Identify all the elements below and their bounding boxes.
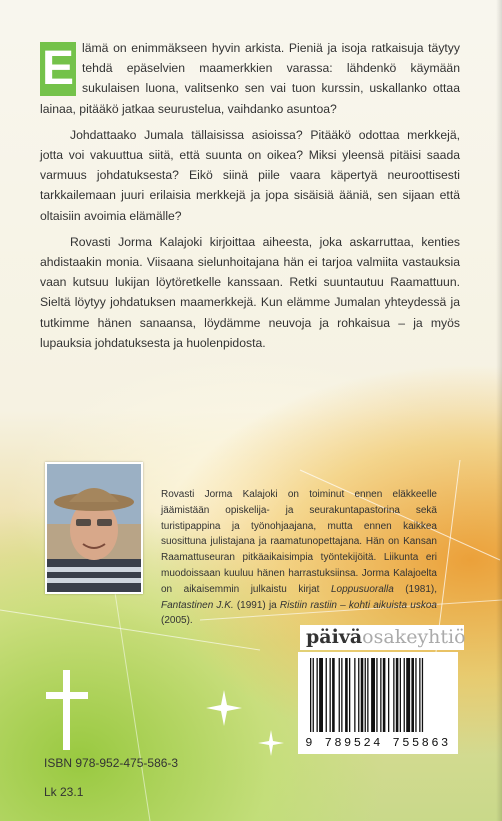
book-title: Fantastinen J.K.: [161, 599, 234, 611]
isbn-text: ISBN 978-952-475-586-3: [44, 756, 179, 770]
book-title: Ristiin rastiin – kohti aikuista uskoa: [279, 599, 437, 611]
barcode-bars: [298, 652, 458, 736]
star-sparkle-icon: [206, 690, 242, 726]
small-sparkle-icon: [258, 730, 284, 756]
paragraph-1: E lämä on enimmäkseen hyvin arkista. Pieniä ja isoja ratkaisuja täytyy tehdä epäselvien maamerkkien varassa: lähdenkö käymään sukulaisen luona, valitsenko sen vai tuon kurssin, uskallanko ottaa lainaa, pitääkö jatkaa seurustelua, vaihdanko asuntoa?: [40, 41, 460, 116]
barcode: [298, 652, 458, 754]
paragraph-3: Rovasti Jorma Kalajoki kirjoittaa aiheesta, joka askarruttaa, kenties ahdistaakin monia. Viisaana sielunhoitajana hän ei tarjoa valmiita vastauksia vaan kutsuu lukijan löytöretkelle kanssaan. Retki suuntautuu Raamattuun. Sieltä löytyy johdatuksen maamerkkejä. Kun elämme Jumalan yhteydessä ja tutkimme hänen sanaansa, löydämme neuvoja ja rohkaisua – ja myös lupauksia johdatuksesta ja huolenpidosta.: [40, 234, 460, 350]
paragraph-2: Johdattaako Jumala tällaisissa asioissa? Pitääkö odottaa merkkejä, jotta voi vakuuttua siitä, että suunta on oikea? Miksi yleensä pitäisi saada varmuus johdatuksesta? Eikö siinä piile vaara käpertyä neuroottisesti tarkkailemaan juuri erilaisia merkkejä ja jopa sisäisiä ääniä, sen sijaan että oltaisiin avoimia elämälle?: [40, 127, 460, 223]
spine-shadow: [496, 0, 502, 821]
drop-cap: E: [41, 42, 74, 95]
cross-icon: [44, 670, 90, 750]
barcode-number: 9 789524 755863: [305, 736, 451, 750]
description-text: [40, 38, 460, 359]
author-photo: [45, 462, 143, 594]
author-bio: Rovasti Jorma Kalajoki on toiminut ennen eläkkeelle jäämistään opiskelija- ja seurakuntapastorina sekä turistipappina ja työnohjaajana, mutta ennen kaikkea suosittuna julistajana ja raamatunopettajana. Hän on Kansan Raamattuseuran pitkäaikaisimpia työntekijöitä. Liikunta eri muodoissaan kuuluu hänen harrastuksiinsa. Jorma Kalajoelta on aikaisemmin julkaistu kirjat Loppusuoralla (1981), Fantastinen J.K. (1991) ja Ristiin rastiin – kohti aikuista uskoa (2005).: [161, 489, 437, 627]
library-class-text: Lk 23.1: [44, 785, 84, 799]
book-title: Loppusuoralla: [330, 583, 394, 595]
publisher-logo: päiväosakeyhtiö: [300, 625, 464, 650]
